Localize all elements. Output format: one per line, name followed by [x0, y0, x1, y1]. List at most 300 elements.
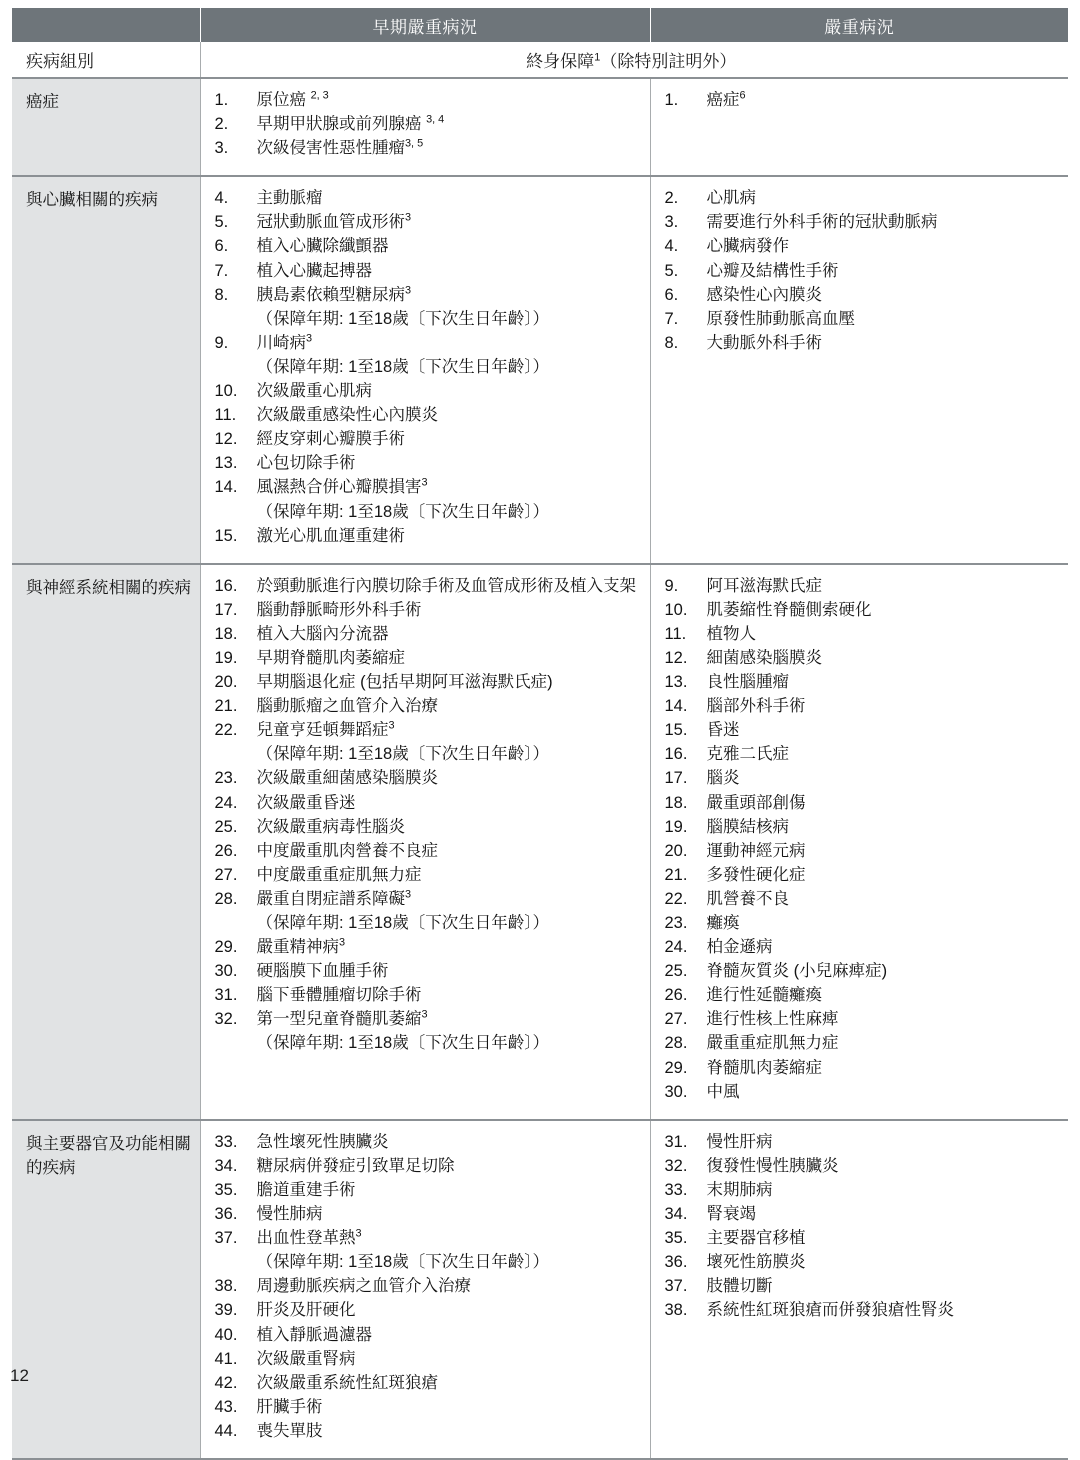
list-item-text — [257, 1179, 642, 1202]
condition-name: 肌萎縮性脊髓側索硬化 — [706, 600, 872, 619]
list-item — [213, 792, 642, 815]
list-item-number: 11. — [214, 406, 237, 425]
condition-name: 良性腦腫瘤 — [706, 673, 789, 692]
list-item-number: 25. — [214, 817, 238, 836]
list-item-number: 25. — [664, 962, 688, 981]
list-item-text — [257, 1227, 642, 1250]
condition-list-early — [213, 187, 642, 547]
condition-name: 復發性慢性胰臟炎 — [706, 1156, 839, 1175]
condition-name: 植入心臟除纖顫器 — [256, 237, 389, 256]
list-item-number: 34. — [214, 1156, 238, 1175]
list-item-text — [707, 332, 1061, 355]
condition-name: 腦炎 — [706, 769, 740, 788]
list-item — [663, 332, 1061, 355]
condition-name: 次級嚴重病毒性腦炎 — [256, 817, 405, 836]
list-item — [663, 816, 1061, 839]
condition-name: 腦動靜脈畸形外科手術 — [256, 600, 422, 619]
subheader-coverage-note — [200, 42, 1068, 78]
list-item — [213, 89, 642, 112]
condition-name: 喪失單肢 — [256, 1421, 323, 1440]
disease-group-label: 與神經系統相關的疾病 — [12, 564, 200, 1120]
list-item — [663, 1057, 1061, 1080]
coverage-period-note: （保障年期: 1至18歲〔下次生日年齡〕） — [256, 309, 549, 328]
table-row — [12, 1120, 1068, 1459]
list-item — [663, 1203, 1061, 1226]
list-item — [213, 284, 642, 307]
list-item-number: 17. — [664, 769, 688, 788]
list-item — [663, 792, 1061, 815]
document-page — [0, 8, 1080, 1440]
condition-name: 原發性肺動脈高血壓 — [706, 309, 855, 328]
list-item — [213, 211, 642, 234]
condition-name: 多發性硬化症 — [706, 865, 806, 884]
list-item-text — [707, 864, 1061, 887]
condition-name: 癌症 — [706, 91, 740, 109]
list-item-text — [257, 599, 642, 622]
condition-name: 肝臟手術 — [256, 1397, 323, 1416]
list-item — [213, 984, 642, 1007]
list-item-number: 22. — [214, 721, 238, 740]
condition-name: 阿耳滋海默氏症 — [706, 576, 822, 595]
list-item-text — [257, 260, 642, 283]
condition-name: 嚴重頭部創傷 — [706, 793, 806, 812]
early-severe-cell — [200, 78, 650, 176]
footnote-marker: 3 — [405, 211, 412, 224]
list-item-number: 36. — [664, 1253, 688, 1272]
list-item — [213, 1155, 642, 1178]
list-item-number: 16. — [214, 576, 238, 595]
condition-name: 末期肺病 — [706, 1180, 773, 1199]
condition-name: 癱瘓 — [706, 914, 740, 932]
list-item-text — [707, 235, 1061, 258]
condition-name: 次級嚴重感染性心內膜炎 — [256, 406, 438, 425]
list-item-text — [257, 888, 642, 911]
severe-cell — [650, 564, 1068, 1120]
table-subheader-row — [12, 42, 1068, 78]
list-item-text — [257, 647, 642, 670]
list-item — [663, 623, 1061, 646]
condition-name: 主要器官移植 — [706, 1229, 806, 1248]
list-item — [663, 695, 1061, 718]
list-item-text — [257, 1396, 642, 1419]
list-item-text — [707, 1299, 1061, 1322]
list-item-number: 36. — [214, 1205, 238, 1224]
condition-name: 植入大腦內分流器 — [256, 624, 389, 643]
list-item-text — [707, 575, 1061, 598]
list-item-text — [257, 1420, 642, 1443]
list-item — [663, 888, 1061, 911]
condition-name: 進行性延髓癱瘓 — [706, 986, 822, 1005]
list-item — [663, 1131, 1061, 1154]
condition-name: 次級嚴重細菌感染腦膜炎 — [256, 769, 438, 788]
list-item-text — [707, 1057, 1061, 1080]
coverage-period-note: （保障年期: 1至18歲〔下次生日年齡〕） — [256, 1034, 549, 1053]
list-item-text — [257, 816, 642, 839]
footnote-marker: 3 — [355, 1227, 362, 1240]
condition-list-early — [213, 89, 642, 160]
list-item-number: 7. — [214, 261, 229, 280]
list-item-number: 5. — [664, 261, 679, 280]
condition-name: 第一型兒童脊髓肌萎縮 — [256, 1010, 422, 1029]
list-item-text — [257, 235, 642, 258]
condition-name: 心臟病發作 — [706, 237, 789, 256]
coverage-period-note: （保障年期: 1至18歲〔下次生日年齡〕） — [256, 914, 549, 932]
list-item — [213, 695, 642, 718]
condition-name: 感染性心內膜炎 — [706, 285, 822, 304]
list-item-number: 5. — [214, 213, 229, 232]
early-severe-cell — [200, 1120, 650, 1459]
coverage-period-note: （保障年期: 1至18歲〔下次生日年齡〕） — [256, 502, 549, 521]
condition-name: 腦膜結核病 — [706, 817, 789, 836]
list-item-text — [257, 984, 642, 1007]
condition-name: 肝炎及肝硬化 — [256, 1301, 356, 1320]
list-item-number: 16. — [664, 745, 688, 764]
list-item — [663, 671, 1061, 694]
list-item — [663, 767, 1061, 790]
table-body — [12, 78, 1068, 1459]
list-item — [663, 936, 1061, 959]
list-item-text — [707, 695, 1061, 718]
list-item — [213, 1203, 642, 1226]
list-item-number: 11. — [664, 624, 687, 643]
list-item-text — [257, 623, 642, 646]
list-item — [663, 1008, 1061, 1031]
list-item — [663, 912, 1061, 935]
list-item-text — [707, 888, 1061, 911]
list-item-text — [257, 936, 642, 959]
list-item-number: 8. — [214, 285, 229, 304]
condition-name: 進行性核上性麻痺 — [706, 1010, 839, 1029]
list-item-text — [257, 864, 642, 887]
footnote-marker: 3 — [405, 888, 412, 901]
list-item — [663, 840, 1061, 863]
list-item-number: 38. — [214, 1277, 238, 1296]
list-item-number: 30. — [664, 1082, 688, 1101]
condition-name: 風濕熱合併心瓣膜損害 — [256, 478, 422, 497]
list-item — [213, 260, 642, 283]
list-item — [213, 404, 642, 427]
list-item — [663, 1155, 1061, 1178]
list-item — [213, 1008, 642, 1031]
list-item — [213, 1396, 642, 1419]
coverage-period-note: （保障年期: 1至18歲〔下次生日年齡〕） — [256, 357, 549, 376]
list-item — [213, 452, 642, 475]
list-item-text — [707, 599, 1061, 622]
list-item-number: 4. — [214, 189, 229, 208]
list-item-text — [257, 1324, 642, 1347]
condition-name: 腎衰竭 — [706, 1205, 756, 1224]
list-item-text — [257, 1155, 642, 1178]
list-item — [213, 1420, 642, 1443]
condition-name: 慢性肺病 — [256, 1205, 323, 1224]
condition-name: 於頸動脈進行內膜切除手術及血管成形術及植入支架 — [256, 576, 636, 595]
list-item-text — [257, 1372, 642, 1395]
condition-name: 脊髓灰質炎 (小兒麻痺症) — [706, 962, 888, 981]
list-item-text — [257, 1299, 642, 1322]
list-item-text — [707, 816, 1061, 839]
list-item-number: 1. — [214, 91, 229, 109]
list-item-text — [257, 1131, 642, 1154]
list-item — [213, 960, 642, 983]
list-item-text — [257, 767, 642, 790]
coverage-note-footnote-marker: 1 — [594, 51, 601, 64]
coverage-note-tail: （除特別註明外） — [600, 52, 737, 71]
condition-list-early — [213, 1131, 642, 1443]
list-item-number: 14. — [664, 697, 688, 716]
list-item-text — [707, 1081, 1061, 1104]
list-item — [213, 840, 642, 863]
list-item — [663, 1299, 1061, 1322]
list-item — [213, 1324, 642, 1347]
list-item-text — [707, 671, 1061, 694]
list-item-text — [257, 719, 642, 742]
list-item-number: 31. — [664, 1132, 688, 1151]
list-item — [663, 89, 1061, 112]
condition-name: 壞死性筋膜炎 — [706, 1253, 806, 1272]
list-item-number: 20. — [214, 673, 238, 692]
list-item-number: 10. — [214, 382, 238, 401]
list-item — [213, 647, 642, 670]
list-item-text — [707, 1032, 1061, 1055]
list-item — [213, 1227, 642, 1250]
early-severe-cell — [200, 176, 650, 563]
list-item-text — [257, 452, 642, 475]
list-item-text — [257, 284, 642, 307]
list-item-number: 40. — [214, 1325, 238, 1344]
condition-name: 心瓣及結構性手術 — [706, 261, 839, 280]
list-item-number: 29. — [664, 1058, 688, 1077]
list-item — [213, 1372, 642, 1395]
list-item — [213, 719, 642, 742]
condition-name: 中風 — [706, 1082, 740, 1101]
list-item-text — [707, 187, 1061, 210]
condition-name: 中度嚴重重症肌無力症 — [256, 865, 422, 884]
list-item-number: 32. — [664, 1156, 688, 1175]
list-item — [663, 1251, 1061, 1274]
condition-name: 川崎病 — [256, 333, 306, 352]
list-item-text — [257, 1008, 642, 1031]
condition-name: 昏迷 — [706, 721, 740, 740]
list-item-text — [707, 1131, 1061, 1154]
condition-name: 嚴重精神病 — [256, 938, 339, 957]
footnote-marker: 3 — [388, 719, 395, 732]
list-item-text — [257, 476, 642, 499]
list-item-number: 19. — [664, 817, 688, 836]
list-item-number: 44. — [214, 1421, 238, 1440]
condition-name: 次級嚴重腎病 — [256, 1349, 356, 1368]
list-item-text — [707, 1275, 1061, 1298]
list-item-number: 37. — [664, 1277, 688, 1296]
list-item-text — [707, 1008, 1061, 1031]
list-item-text — [707, 647, 1061, 670]
condition-name: 次級嚴重心肌病 — [256, 382, 372, 401]
list-item — [663, 235, 1061, 258]
list-item-number: 42. — [214, 1373, 238, 1392]
list-item-text — [257, 428, 642, 451]
list-item-number: 3. — [664, 213, 679, 232]
header-severe: 嚴重病況 — [650, 8, 1068, 42]
list-item — [213, 525, 642, 548]
condition-name: 克雅二氏症 — [706, 745, 789, 764]
list-item — [663, 1081, 1061, 1104]
list-item-text — [707, 89, 1061, 112]
condition-list-severe — [663, 1131, 1061, 1323]
list-item-number: 23. — [664, 914, 688, 932]
list-item-number: 29. — [214, 938, 238, 957]
list-item-text — [707, 284, 1061, 307]
list-item-number: 21. — [664, 865, 688, 884]
list-item-number: 2. — [214, 115, 229, 134]
list-item — [663, 647, 1061, 670]
list-item — [663, 864, 1061, 887]
list-item-text — [257, 1275, 642, 1298]
condition-name: 經皮穿刺心瓣膜手術 — [256, 430, 405, 449]
list-item-number: 8. — [664, 333, 679, 352]
list-item — [213, 137, 642, 160]
list-item — [213, 575, 642, 598]
list-item-number: 43. — [214, 1397, 238, 1416]
disease-group-label: 與主要器官及功能相關的疾病 — [12, 1120, 200, 1459]
list-item-text — [707, 260, 1061, 283]
subheader-group-label: 疾病組別 — [12, 42, 200, 78]
list-item-number: 4. — [664, 237, 679, 256]
list-item — [663, 308, 1061, 331]
list-item-text — [707, 792, 1061, 815]
condition-name: 中度嚴重肌肉營養不良症 — [256, 841, 438, 860]
list-item-text — [707, 840, 1061, 863]
list-item-number: 12. — [664, 648, 688, 667]
list-item — [213, 1348, 642, 1371]
list-item-number: 22. — [664, 889, 688, 908]
list-item-number: 1. — [664, 91, 679, 109]
list-item-text — [257, 137, 642, 160]
condition-name: 心包切除手術 — [256, 454, 356, 473]
condition-name: 柏金遜病 — [706, 938, 773, 957]
list-item-text — [257, 404, 642, 427]
list-item — [213, 476, 642, 499]
footnote-marker: 3 — [339, 936, 346, 949]
list-item — [663, 984, 1061, 1007]
condition-name: 植入心臟起搏器 — [256, 261, 372, 280]
table-header-row — [12, 8, 1068, 42]
list-item — [213, 1131, 642, 1154]
footnote-marker: 3, 4 — [426, 113, 445, 126]
list-item — [213, 767, 642, 790]
list-item-number: 35. — [664, 1229, 688, 1248]
list-item — [213, 380, 642, 403]
condition-name: 慢性肝病 — [706, 1132, 773, 1151]
list-item-number: 10. — [664, 600, 688, 619]
condition-name: 激光心肌血運重建術 — [256, 526, 405, 545]
list-item-number: 30. — [214, 962, 238, 981]
list-item-text — [707, 912, 1061, 935]
list-item — [213, 1299, 642, 1322]
list-item-number: 3. — [214, 139, 229, 158]
list-item — [213, 888, 642, 911]
list-item-number: 33. — [214, 1132, 238, 1151]
list-item-text — [707, 936, 1061, 959]
condition-list-early — [213, 575, 642, 1056]
header-corner-blank — [12, 8, 200, 42]
list-item — [663, 1032, 1061, 1055]
condition-name: 胰島素依賴型糖尿病 — [256, 285, 405, 304]
list-item-number: 9. — [664, 576, 679, 595]
list-item-text — [707, 767, 1061, 790]
list-item-number: 19. — [214, 648, 238, 667]
list-item-number: 34. — [664, 1205, 688, 1224]
list-item — [213, 1275, 642, 1298]
condition-name: 硬腦膜下血腫手術 — [256, 962, 389, 981]
footnote-marker: 3 — [306, 332, 313, 345]
list-item — [213, 332, 642, 355]
list-item-number: 21. — [214, 697, 238, 716]
page-number: 12 — [10, 1366, 29, 1385]
condition-name: 主動脈瘤 — [256, 189, 323, 208]
list-item — [213, 428, 642, 451]
condition-name: 細菌感染腦膜炎 — [706, 648, 822, 667]
condition-name: 冠狀動脈血管成形術 — [256, 213, 405, 232]
list-item-text — [257, 960, 642, 983]
list-item — [663, 260, 1061, 283]
footnote-marker: 2, 3 — [310, 89, 329, 102]
condition-list-severe — [663, 575, 1061, 1104]
footnote-marker: 3, 5 — [405, 137, 424, 150]
footnote-marker: 3 — [421, 476, 428, 489]
coverage-note-main: 終身保障 — [526, 52, 595, 71]
list-item — [663, 1179, 1061, 1202]
condition-name: 急性壞死性胰臟炎 — [256, 1132, 389, 1151]
list-item-number: 24. — [664, 938, 688, 957]
condition-name: 腦動脈瘤之血管介入治療 — [256, 697, 438, 716]
list-item — [213, 187, 642, 210]
condition-list-severe — [663, 89, 1061, 112]
list-item — [663, 743, 1061, 766]
list-item-text — [707, 623, 1061, 646]
list-item-text — [707, 1155, 1061, 1178]
list-item — [213, 816, 642, 839]
footnote-marker: 3 — [405, 284, 412, 297]
coverage-period-note: （保障年期: 1至18歲〔下次生日年齡〕） — [256, 1253, 549, 1272]
list-item-number: 13. — [214, 454, 238, 473]
list-item-number: 33. — [664, 1180, 688, 1199]
list-item — [213, 864, 642, 887]
list-item-text — [707, 960, 1061, 983]
list-item-number: 27. — [664, 1010, 688, 1029]
list-item — [663, 187, 1061, 210]
list-item-number: 7. — [664, 309, 679, 328]
list-item-text — [257, 671, 642, 694]
list-item-number: 41. — [214, 1349, 238, 1368]
list-item-text — [257, 332, 642, 355]
list-item-number: 18. — [664, 793, 688, 812]
table-row — [12, 176, 1068, 563]
list-item-number: 17. — [214, 600, 238, 619]
list-item — [213, 936, 642, 959]
severe-cell — [650, 78, 1068, 176]
condition-name: 植物人 — [706, 624, 756, 643]
list-item-text — [707, 984, 1061, 1007]
table-row — [12, 78, 1068, 176]
disease-group-label: 與心臟相關的疾病 — [12, 176, 200, 563]
list-item-text — [257, 792, 642, 815]
list-item-number: 24. — [214, 793, 238, 812]
list-item-number: 27. — [214, 865, 238, 884]
condition-name: 大動脈外科手術 — [706, 333, 822, 352]
list-item-text — [707, 1227, 1061, 1250]
condition-name: 早期脊髓肌肉萎縮症 — [256, 648, 405, 667]
condition-name: 心肌病 — [706, 189, 756, 208]
list-item-number: 2. — [664, 189, 679, 208]
